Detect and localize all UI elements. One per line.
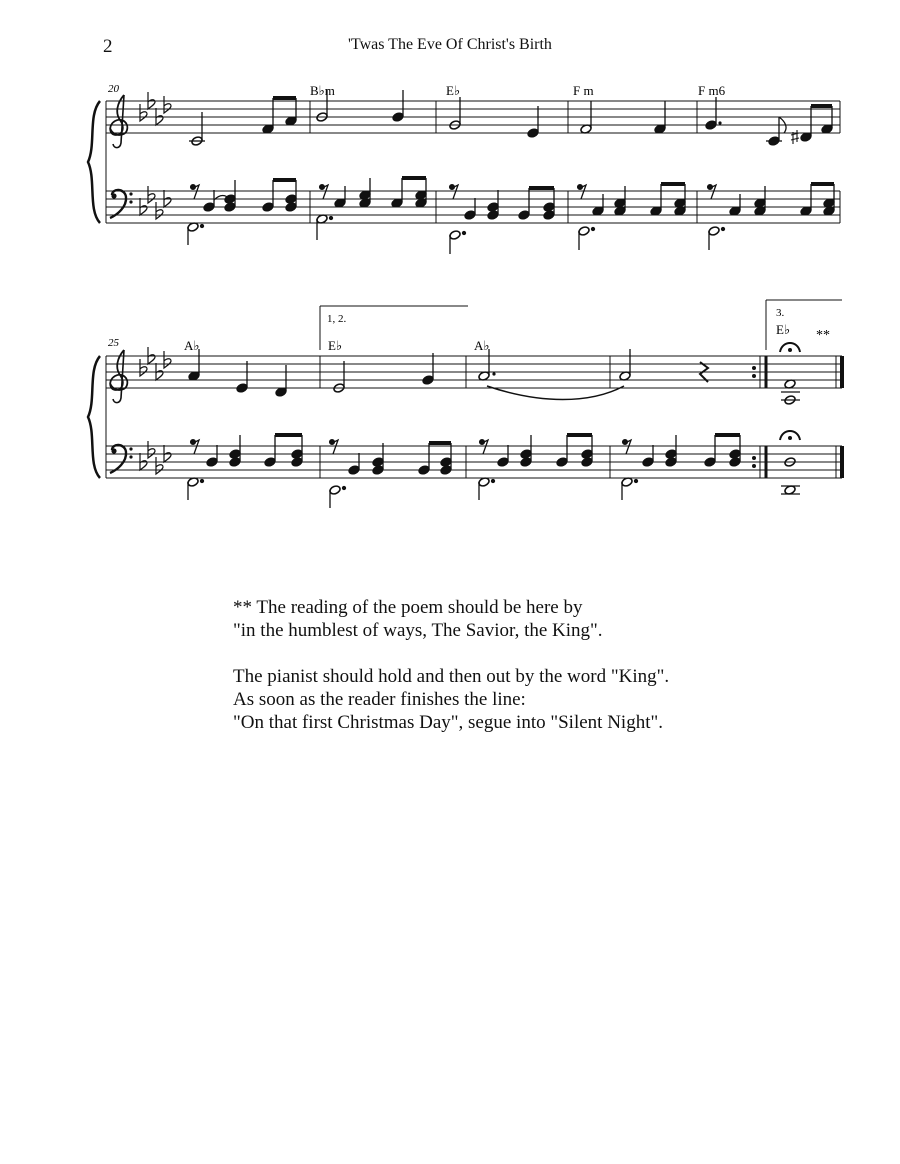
note-spacer: [233, 642, 669, 665]
chord-symbol: B♭m: [310, 83, 335, 98]
chord-symbol: F m6: [698, 83, 726, 98]
third-ending-label: 3.: [776, 307, 785, 319]
note-line: ** The reading of the poem should be here by: [233, 597, 583, 618]
chord-symbol: A♭: [184, 338, 200, 353]
chord-symbol: E♭: [446, 83, 461, 98]
measure-number: 25: [108, 337, 119, 349]
note-line: The pianist should hold and then out by the word "King".: [233, 666, 670, 687]
footnote-marker: **: [816, 328, 830, 343]
system-1: [88, 83, 840, 254]
chord-symbol: A♭: [474, 338, 490, 353]
note-line: As soon as the reader finishes the line:: [233, 689, 526, 710]
system-2: [88, 300, 842, 508]
chord-symbol: E♭: [328, 338, 343, 353]
first-ending-label: 1, 2.: [327, 313, 347, 325]
chord-symbol: F m: [573, 83, 594, 98]
note-line: "in the humblest of ways, The Savior, the King".: [233, 620, 603, 641]
page-title: 'Twas The Eve Of Christ's Birth: [348, 36, 552, 53]
page-number: 2: [103, 36, 113, 57]
chord-symbol: E♭: [776, 322, 791, 337]
music-score: [0, 0, 900, 560]
note-line: "On that first Christmas Day", segue into "Silent Night".: [233, 712, 663, 733]
performance-notes: [233, 596, 669, 734]
measure-number: 20: [108, 83, 119, 95]
